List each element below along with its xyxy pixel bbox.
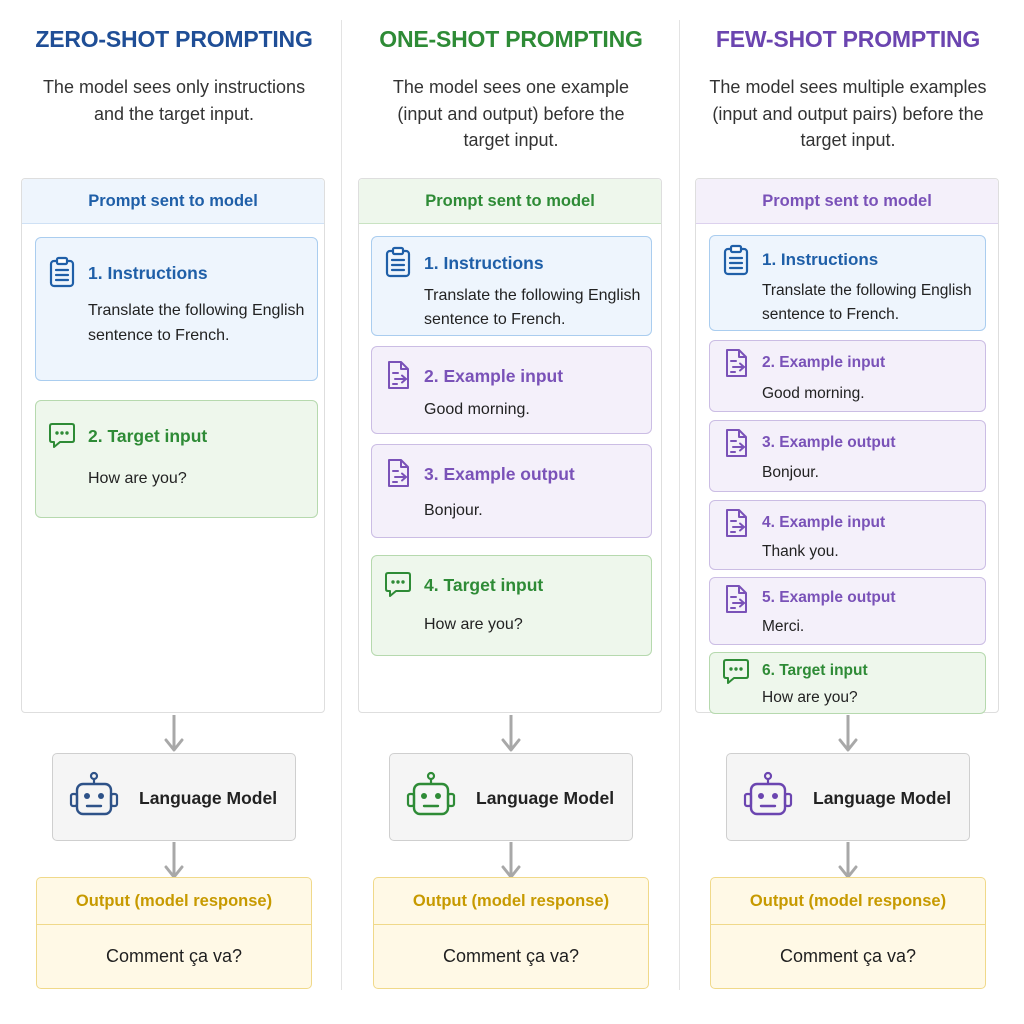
- card-body: Translate the following English sentence to French.: [762, 282, 972, 323]
- card-body: How are you?: [424, 616, 523, 633]
- chat-bubble-icon: [722, 655, 750, 687]
- card-title: 3. Example output: [762, 434, 896, 451]
- prompt-panel-header: Prompt sent to model: [359, 179, 661, 224]
- card-body: Bonjour.: [762, 464, 819, 481]
- prompt-panel: [21, 178, 325, 713]
- card-title: 1. Instructions: [88, 263, 208, 283]
- down-arrow-icon: [162, 713, 186, 753]
- language-model-label: Language Model: [476, 788, 615, 808]
- column-description: The model sees only instructions and the target input.: [42, 77, 306, 124]
- down-arrow-icon: [499, 713, 523, 753]
- instructions-card: [371, 236, 652, 336]
- prompt-panel-header: Prompt sent to model: [696, 179, 998, 224]
- robot-icon: [741, 770, 795, 824]
- card-title: 3. Example output: [424, 464, 575, 484]
- output-header: Output (model response): [37, 878, 311, 925]
- card-body: Bonjour.: [424, 502, 483, 519]
- card-body: How are you?: [88, 470, 187, 487]
- example-output-card: [709, 420, 986, 492]
- prompt-panel: [358, 178, 662, 713]
- column-divider-right: [679, 20, 680, 990]
- output-box: [710, 877, 986, 989]
- document-arrow-icon: [384, 359, 412, 391]
- output-box: [373, 877, 649, 989]
- example-output-card: [709, 577, 986, 645]
- output-text: Comment ça va?: [442, 945, 580, 966]
- language-model-box: [389, 753, 633, 841]
- card-body: Good morning.: [424, 401, 530, 418]
- clipboard-icon: [384, 246, 412, 278]
- column-title: ZERO-SHOT PROMPTING: [35, 26, 313, 52]
- robot-icon: [404, 770, 458, 824]
- card-title: 5. Example output: [762, 589, 896, 606]
- example-input-card: [709, 340, 986, 412]
- down-arrow-icon: [499, 840, 523, 880]
- chat-bubble-icon: [384, 568, 412, 600]
- card-title: 2. Example input: [424, 366, 564, 386]
- clipboard-icon: [48, 256, 76, 288]
- card-title: 1. Instructions: [762, 250, 879, 269]
- card-title: 4. Example input: [762, 514, 886, 531]
- document-arrow-icon: [722, 507, 750, 539]
- target-input-card: [35, 400, 318, 518]
- prompt-panel-header: Prompt sent to model: [22, 179, 324, 224]
- document-arrow-icon: [722, 427, 750, 459]
- example-input-card: [371, 346, 652, 434]
- output-header: Output (model response): [374, 878, 648, 925]
- document-arrow-icon: [384, 457, 412, 489]
- column-title: FEW-SHOT PROMPTING: [715, 26, 981, 52]
- output-text: Comment ça va?: [779, 945, 917, 966]
- card-body: Translate the following English sentence to French.: [88, 302, 305, 344]
- card-title: 2. Target input: [88, 426, 208, 446]
- document-arrow-icon: [722, 583, 750, 615]
- column-divider-left: [341, 20, 342, 990]
- document-arrow-icon: [722, 347, 750, 379]
- down-arrow-icon: [162, 840, 186, 880]
- down-arrow-icon: [836, 840, 860, 880]
- output-header: Output (model response): [711, 878, 985, 925]
- target-input-card: [709, 652, 986, 714]
- card-title: 2. Example input: [762, 354, 886, 371]
- column-description: The model sees multiple examples (input and output pairs) before the target input.: [709, 77, 987, 150]
- card-body: Translate the following English sentence to French.: [424, 287, 641, 328]
- output-box: [36, 877, 312, 989]
- prompt-panel: [695, 178, 999, 713]
- example-output-card: [371, 444, 652, 538]
- target-input-card: [371, 555, 652, 656]
- language-model-label: Language Model: [139, 788, 278, 808]
- instructions-card: [709, 235, 986, 331]
- language-model-box: [52, 753, 296, 841]
- robot-icon: [67, 770, 121, 824]
- language-model-box: [726, 753, 970, 841]
- card-body: Thank you.: [762, 543, 839, 560]
- card-body: Merci.: [762, 618, 805, 635]
- example-input-card: [709, 500, 986, 570]
- column-title: ONE-SHOT PROMPTING: [379, 26, 643, 52]
- card-title: 6. Target input: [762, 662, 868, 679]
- card-body: How are you?: [762, 689, 858, 706]
- card-title: 4. Target input: [424, 575, 544, 595]
- down-arrow-icon: [836, 713, 860, 753]
- language-model-label: Language Model: [813, 788, 952, 808]
- output-text: Comment ça va?: [105, 945, 243, 966]
- card-body: Good morning.: [762, 385, 865, 402]
- column-description: The model sees one example (input and output) before the target input.: [392, 77, 630, 150]
- instructions-card: [35, 237, 318, 381]
- clipboard-icon: [722, 244, 750, 276]
- card-title: 1. Instructions: [424, 253, 544, 273]
- chat-bubble-icon: [48, 419, 76, 451]
